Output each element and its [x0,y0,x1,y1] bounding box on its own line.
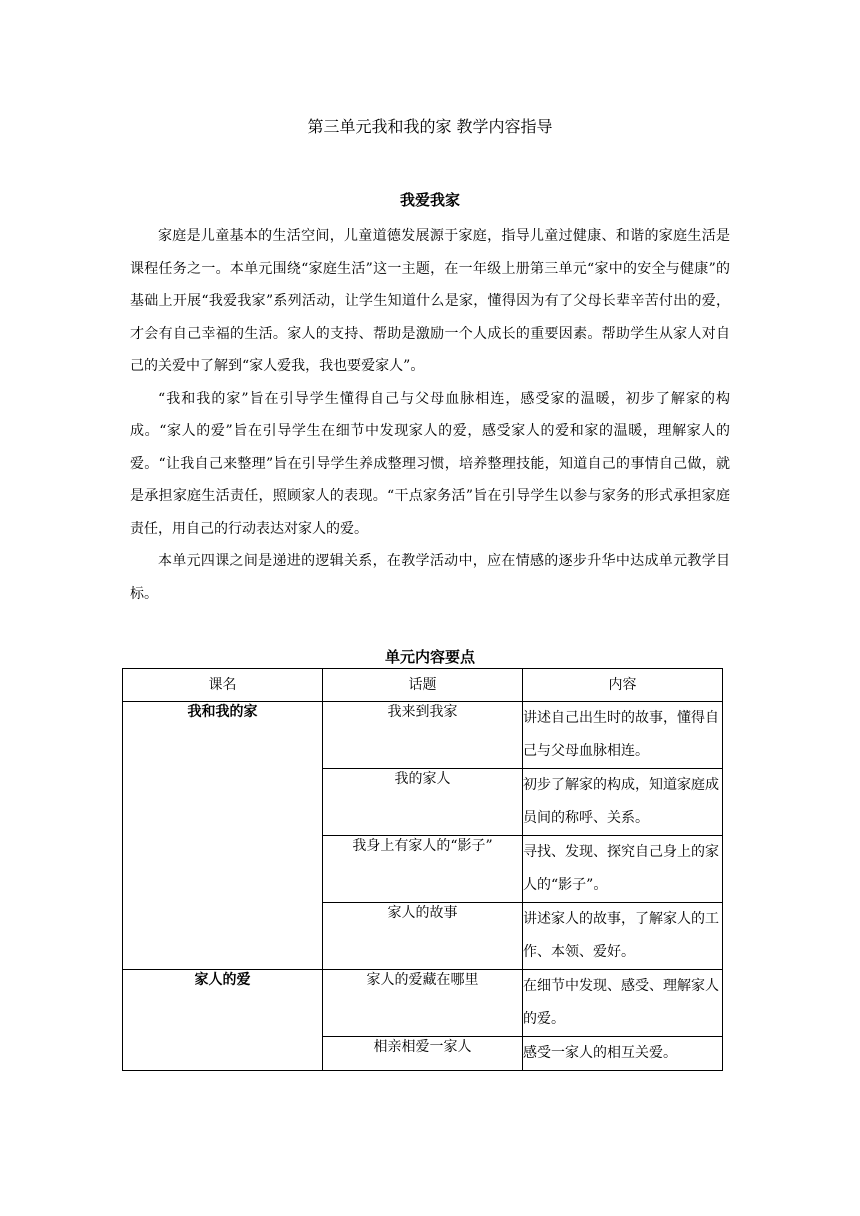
topic-cell: 家人的故事 [323,903,523,970]
unit-content-table [122,668,723,1071]
header-lesson: 课名 [123,669,323,702]
topic-cell: 我来到我家 [323,702,523,769]
topic-cell: 相亲相爱一家人 [323,1037,523,1071]
topic-cell: 我的家人 [323,769,523,836]
paragraph: “我和我的家”旨在引导学生懂得自己与父母血脉相连，感受家的温暖，初步了解家的构成。“家人的爱”旨在引导学生在细节中发现家人的爱，感受家人的爱和家的温暖，理解家人的爱。“让我自己来整理”旨在引导学生养成整理习惯，培养整理技能，知道自己的事情自己做，就是承担家庭生活责任，照顾家人的表现。“干点家务活”旨在引导学生以参与家务的形式承担家庭责任，用自己的行动表达对家人的爱。 [130,390,730,537]
header-content: 内容 [523,669,723,702]
header-topic: 话题 [323,669,523,702]
content-cell: 初步了解家的构成，知道家庭成员间的称呼、关系。 [523,769,723,836]
content-cell: 寻找、发现、探究自己身上的家人的“影子”。 [523,836,723,903]
table-row [123,702,723,769]
paragraph: 本单元四课之间是递进的逻辑关系，在教学活动中，应在情感的逐步升华中达成单元教学目标。 [130,553,730,602]
document-title: 第三单元我和我的家 教学内容指导 [307,117,553,136]
section-title: 我爱我家 [399,191,460,209]
topic-cell: 我身上有家人的“影子” [323,836,523,903]
body-text [130,220,730,610]
table-title: 单元内容要点 [384,648,475,666]
lesson-name: 家人的爱 [123,970,323,1071]
content-cell: 讲述自己出生时的故事，懂得自己与父母血脉相连。 [523,702,723,769]
content-cell: 讲述家人的故事，了解家人的工作、本领、爱好。 [523,903,723,970]
lesson-name: 我和我的家 [123,702,323,970]
paragraph: 家庭是儿童基本的生活空间，儿童道德发展源于家庭，指导儿童过健康、和谐的家庭生活是课程任务之一。本单元围绕“家庭生活”这一主题，在一年级上册第三单元“家中的安全与健康”的基础上开展“我爱我家”系列活动，让学生知道什么是家，懂得因为有了父母长辈辛苦付出的爱，才会有自己幸福的生活。家人的支持、帮助是激励一个人成长的重要因素。帮助学生从家人对自己的关爱中了解到“家人爱我，我也要爱家人”。 [130,228,730,374]
content-cell: 感受一家人的相互关爱。 [523,1037,723,1071]
table-row [123,970,723,1037]
table-header-row [123,669,723,702]
content-cell: 在细节中发现、感受、理解家人的爱。 [523,970,723,1037]
topic-cell: 家人的爱藏在哪里 [323,970,523,1037]
